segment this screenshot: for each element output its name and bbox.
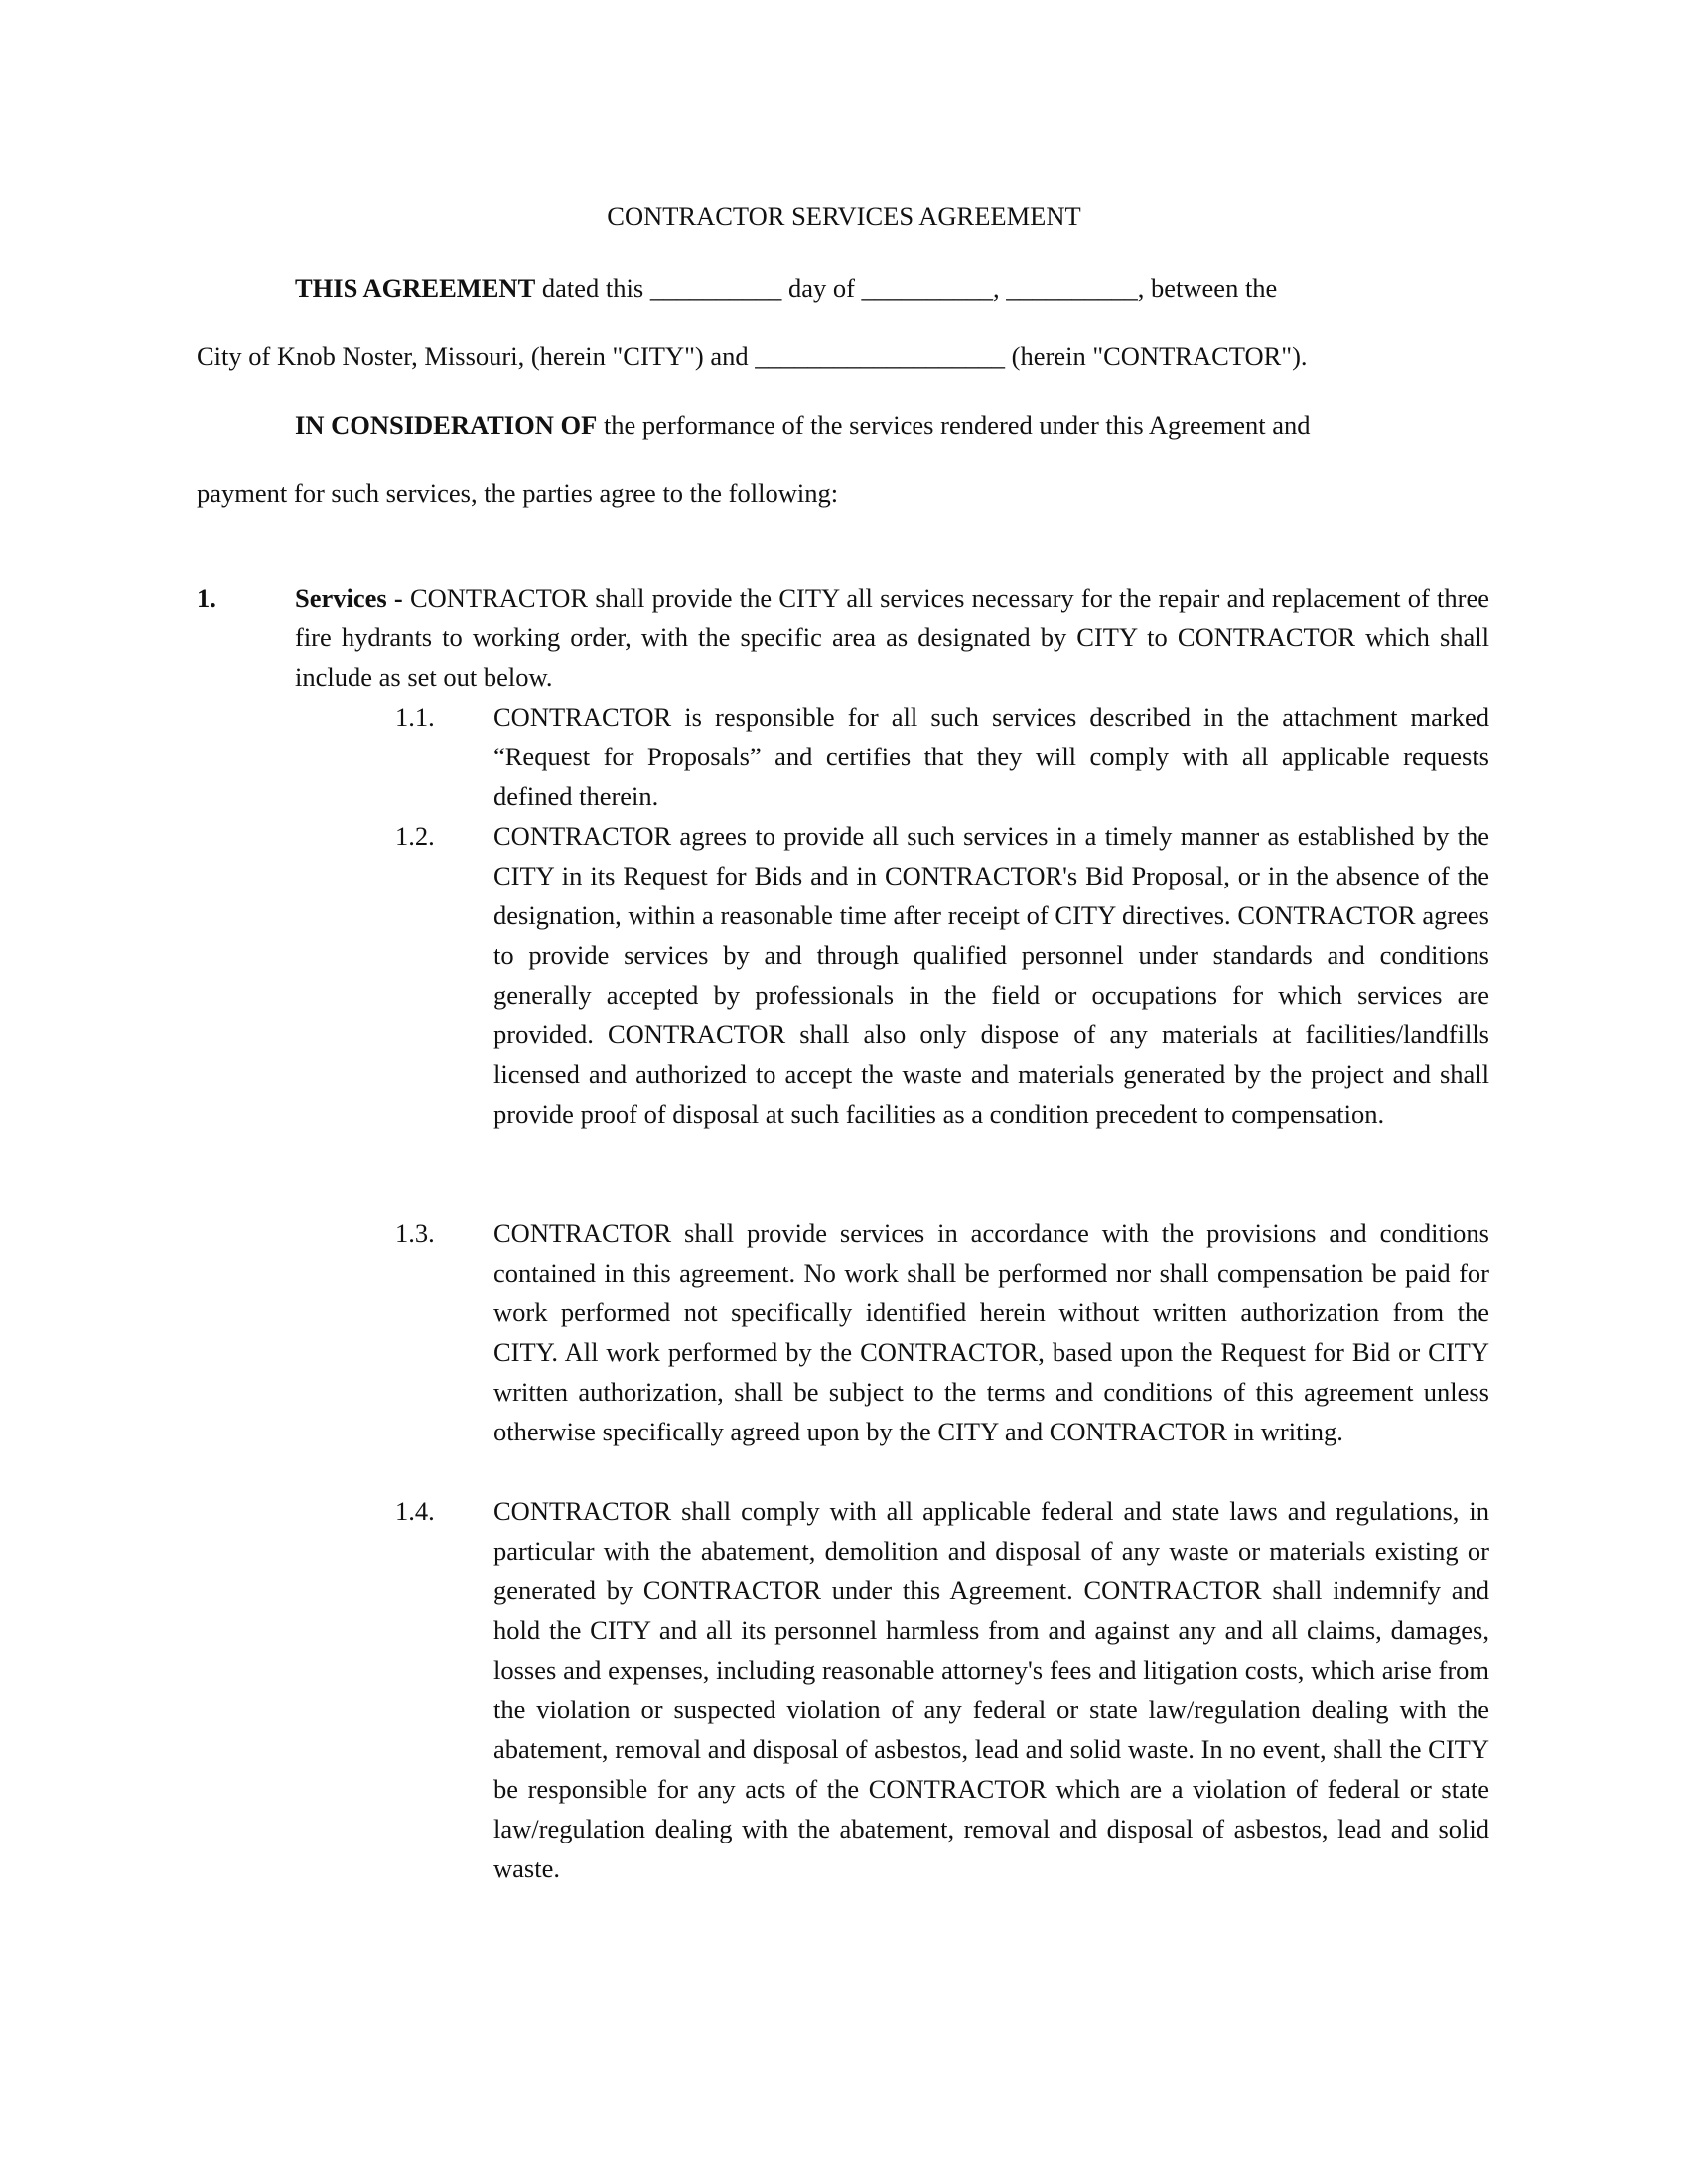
preamble-line-1 [295,268,1277,308]
section-text: CONTRACTOR shall provide the CITY all services necessary for the repair and replacement of three fire hydrants to working order, with the specific area as designated by CITY to CONTRACTOR which shall include as set out below. [295,583,1489,692]
preamble-text: , [993,273,1007,303]
agreement-label: THIS AGREEMENT [295,273,536,303]
section-1-body [295,578,1489,697]
subsection-text: CONTRACTOR shall provide services in accordance with the provisions and conditions contained in this agreement. No work shall be performed nor shall compensation be paid for work performed not specifically identified herein without written authorization from the CITY. All work performed by the CONTRACTOR, based upon the Request for Bid or CITY written authorization, shall be subject to the terms and conditions of this agreement unless otherwise specifically agreed upon by the CITY and CONTRACTOR in writing. [493,1218,1489,1446]
document-title: CONTRACTOR SERVICES AGREEMENT [607,202,1081,231]
preamble-text: (herein "CONTRACTOR"). [1005,341,1308,371]
preamble-text: City of Knob Noster, Missouri, (herein "CITY") and [197,341,756,371]
consideration-line-2: payment for such services, the parties agree to the following: [197,478,839,508]
subsection-text: CONTRACTOR is responsible for all such services described in the attachment marked “Request for Proposals” and certifies that they will comply with all applicable requests defined therein. [493,702,1489,811]
consideration-label: IN CONSIDERATION OF [295,410,598,440]
date-month-blank[interactable]: __________ [861,273,994,303]
preamble-line-2 [197,337,1308,376]
subsection-text: CONTRACTOR shall comply with all applicable federal and state laws and regulations, in particular with the abatement, demolition and disposal of any waste or materials existing or generated by CONTRACTOR under this Agreement. CONTRACTOR shall indemnify and hold the CITY and all its personnel harmless from and against any and all claims, damages, losses and expenses, including reasonable attorney's fees and litigation costs, which arise from the violation or suspected violation of any federal or state law/regulation dealing with the abatement, removal and disposal of asbestos, lead and solid waste. In no event, shall the CITY be responsible for any acts of the CONTRACTOR which are a violation of federal or state law/regulation dealing with the abatement, removal and disposal of asbestos, lead and solid waste. [493,1496,1489,1883]
subsection-number: 1.3. [395,1218,435,1248]
contractor-name-blank[interactable]: ___________________ [755,341,1006,371]
consideration-text: the performance of the services rendered under this Agreement and [597,410,1311,440]
preamble-text: , between the [1137,273,1278,303]
subsection-number: 1.2. [395,821,435,851]
date-year-blank[interactable]: __________ [1006,273,1138,303]
date-day-blank[interactable]: __________ [649,273,782,303]
section-number: 1. [197,583,216,613]
subsection-number: 1.1. [395,702,435,732]
preamble-text: day of [781,273,862,303]
preamble-text: dated this [535,273,650,303]
section-heading: Services - [295,583,403,613]
consideration-line-1 [295,405,1310,445]
subsection-text: CONTRACTOR agrees to provide all such services in a timely manner as established by the CITY in its Request for Bids and in CONTRACTOR's Bid Proposal, or in the absence of the designation, within a reasonable time after receipt of CITY directives. CONTRACTOR agrees to provide services by and through qualified personnel under standards and conditions generally accepted by professionals in the field or occupations for which services are provided. CONTRACTOR shall also only dispose of any materials at facilities/landfills licensed and authorized to accept the waste and materials generated by the project and shall provide proof of disposal at such facilities as a condition precedent to compensation. [493,821,1489,1129]
subsection-number: 1.4. [395,1496,435,1526]
